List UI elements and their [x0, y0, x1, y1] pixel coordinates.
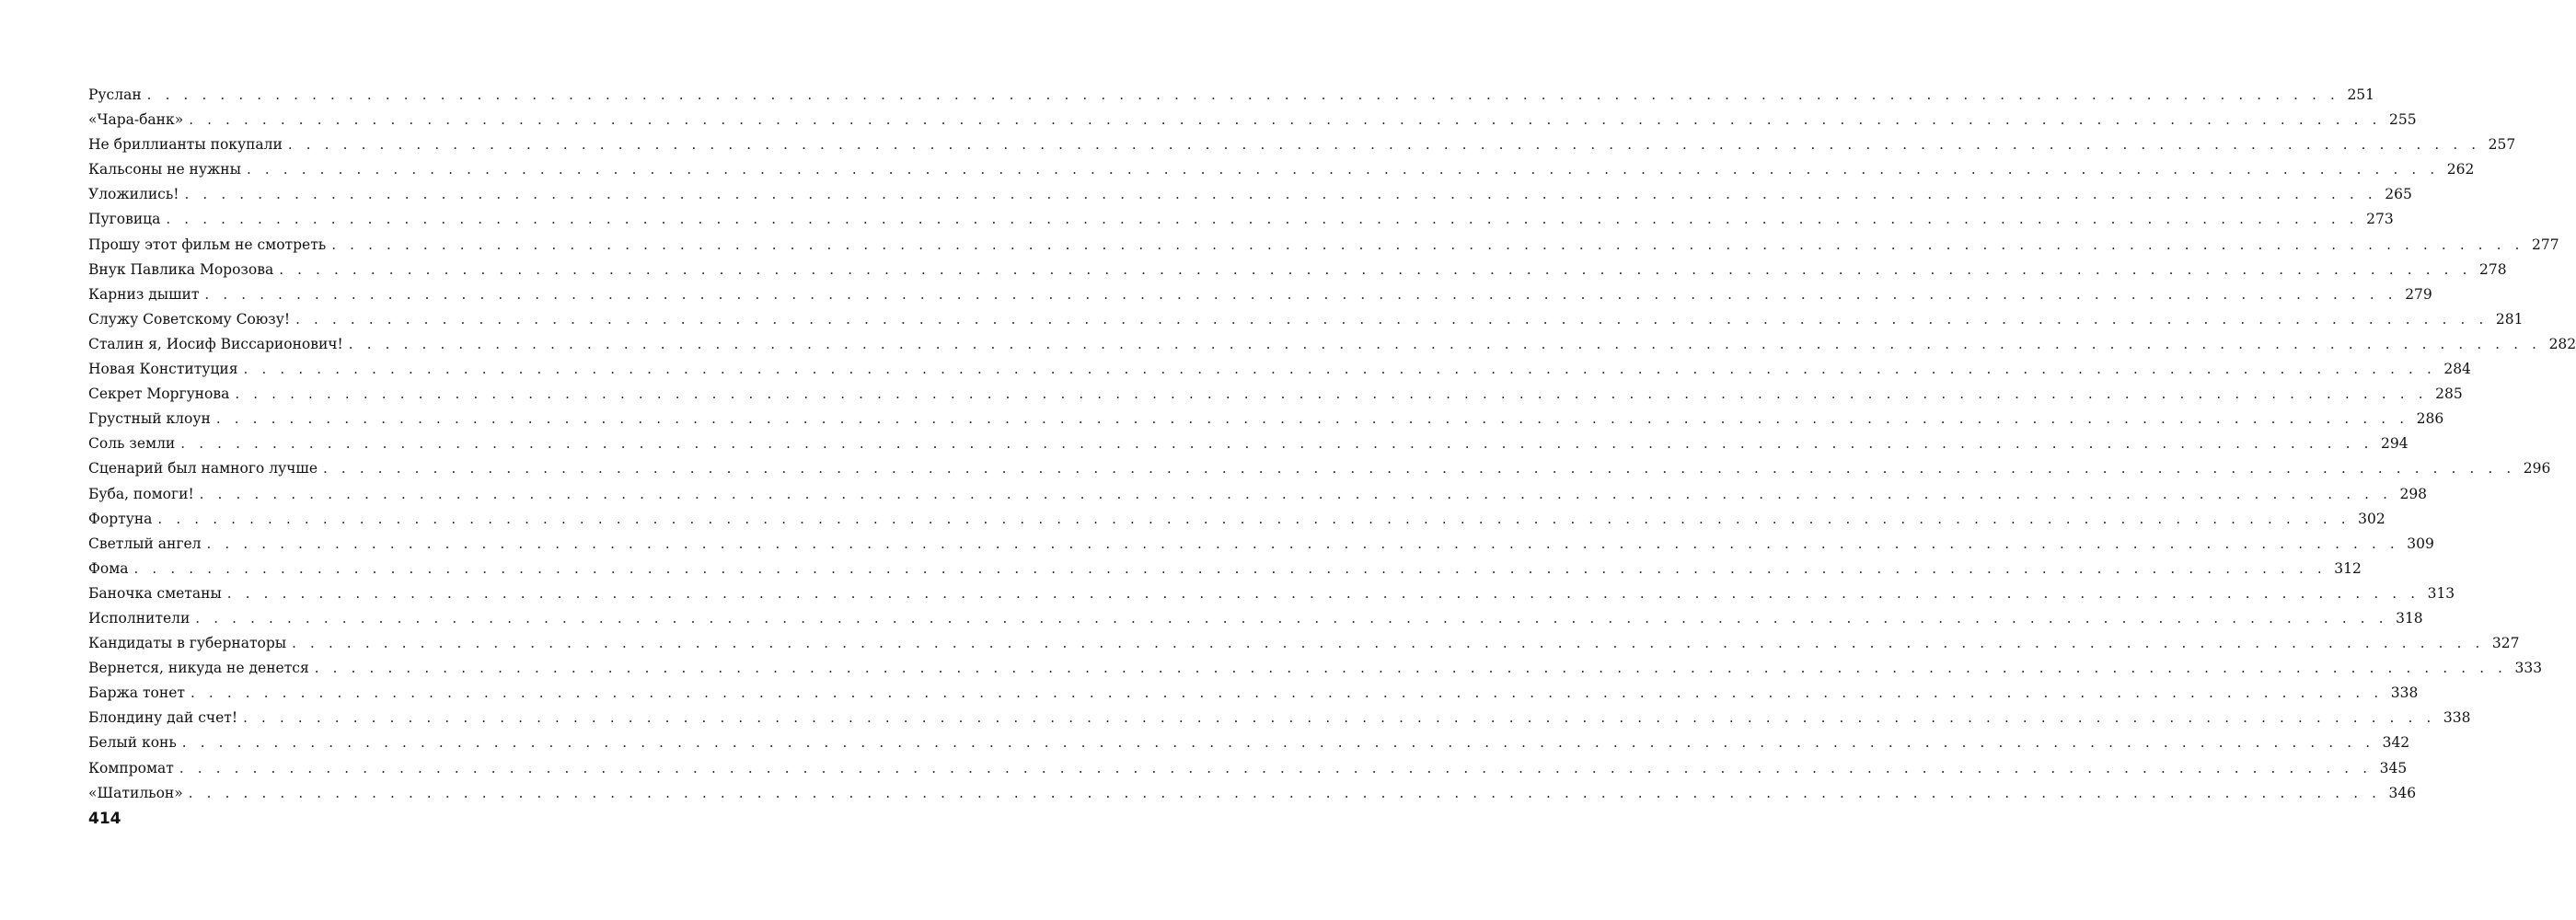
toc-entry-page: 281	[2495, 310, 2524, 328]
toc-entry	[88, 781, 2417, 806]
toc-entry-page: 318	[2396, 609, 2423, 627]
toc-entry-title: «Чара-банк»	[88, 111, 184, 129]
toc-entry-page: 257	[2488, 136, 2516, 154]
dot-leader: . . . . . . . . . . . . . . . . . . . . . . . . . . . . . . . . . . . . . . . . . . . . . . . . . . . . . . . . . . . . . . . . . . . . . . . . . . . . . . . . . . . . . . . . . . . . . . . . . . . . . . . . . . . . . . . . . . . . . . . .	[226, 584, 2420, 602]
dot-leader: . . . . . . . . . . . . . . . . . . . . . . . . . . . . . . . . . . . . . . . . . . . . . . . . . . . . . . . . . . . . . . . . . . . . . . . . . . . . . . . . . . . . . . . . . . . . . . . . . . . . . . . . . . . . . . . . . . . . . . . .	[292, 635, 2485, 652]
toc-entry-page: 309	[2407, 535, 2434, 552]
toc-entry-title: Белый конь	[88, 734, 177, 752]
toc-entry-page: 273	[2366, 211, 2394, 228]
toc-entry-title: Соль земли	[88, 435, 176, 453]
toc-entry	[88, 83, 2375, 108]
toc-entry	[88, 307, 2524, 332]
toc-entry-title: Не бриллианты покупали	[88, 136, 283, 154]
dot-leader: . . . . . . . . . . . . . . . . . . . . . . . . . . . . . . . . . . . . . . . . . . . . . . . . . . . . . . . . . . . . . . . . . . . . . . . . . . . . . . . . . . . . . . . . . . . . . . . . . . . . . . . . . . . . . . . . . . . . . . . .	[243, 361, 2436, 378]
toc-entry-title: Баночка сметаны	[88, 584, 222, 602]
dot-leader: . . . . . . . . . . . . . . . . . . . . . . . . . . . . . . . . . . . . . . . . . . . . . . . . . . . . . . . . . . . . . . . . . . . . . . . . . . . . . . . . . . . . . . . . . . . . . . . . . . . . . . . . . . . . . . . . . . . . . . . .	[243, 709, 2436, 727]
toc-entry	[88, 581, 2455, 606]
toc-entry-page: 278	[2478, 260, 2507, 278]
toc-entry	[88, 207, 2394, 232]
toc-entry	[88, 756, 2408, 781]
toc-entry	[88, 606, 2423, 631]
toc-entry-title: Руслан	[88, 86, 142, 103]
dot-leader: . . . . . . . . . . . . . . . . . . . . . . . . . . . . . . . . . . . . . . . . . . . . . . . . . . . . . . . . . . . . . . . . . . . . . . . . . . . . . . . . . . . . . . . . . . . . . . . . . . . . . . . . . . . . . . . . . . . . . . . .	[295, 310, 2489, 328]
dot-leader: . . . . . . . . . . . . . . . . . . . . . . . . . . . . . . . . . . . . . . . . . . . . . . . . . . . . . . . . . . . . . . . . . . . . . . . . . . . . . . . . . . . . . . . . . . . . . . . . . . . . . . . . . . . . . . . . . . . . . . . .	[204, 285, 2397, 303]
dot-leader: . . . . . . . . . . . . . . . . . . . . . . . . . . . . . . . . . . . . . . . . . . . . . . . . . . . . . . . . . . . . . . . . . . . . . . . . . . . . . . . . . . . . . . . . . . . . . . . . . . . . . . . . . . . . . . . . . . . . . . . .	[189, 111, 2382, 129]
toc-entry-title: Компромат	[88, 759, 174, 776]
toc-entry	[88, 357, 2471, 382]
toc-entry-title: Блондину дай счет!	[88, 709, 238, 727]
dot-leader: . . . . . . . . . . . . . . . . . . . . . . . . . . . . . . . . . . . . . . . . . . . . . . . . . . . . . . . . . . . . . . . . . . . . . . . . . . . . . . . . . . . . . . . . . . . . . . . . . . . . . . . . . . . . . . . . . . . . . . . .	[166, 211, 2359, 228]
toc-entry	[88, 730, 2410, 755]
toc-entry	[88, 182, 2412, 207]
dot-leader: . . . . . . . . . . . . . . . . . . . . . . . . . . . . . . . . . . . . . . . . . . . . . . . . . . . . . . . . . . . . . . . . . . . . . . . . . . . . . . . . . . . . . . . . . . . . . . . . . . . . . . . . . . . . . . . . . . . . . . . .	[331, 236, 2524, 253]
toc-entry-page: 345	[2379, 759, 2408, 776]
dot-leader: . . . . . . . . . . . . . . . . . . . . . . . . . . . . . . . . . . . . . . . . . . . . . . . . . . . . . . . . . . . . . . . . . . . . . . . . . . . . . . . . . . . . . . . . . . . . . . . . . . . . . . . . . . . . . . . . . . . . . . . .	[179, 759, 2373, 776]
dot-leader: . . . . . . . . . . . . . . . . . . . . . . . . . . . . . . . . . . . . . . . . . . . . . . . . . . . . . . . . . . . . . . . . . . . . . . . . . . . . . . . . . . . . . . . . . . . . . . . . . . . . . . . . . . . . . . . . . . . . . . . .	[323, 460, 2516, 477]
toc-entry-title: Секрет Моргунова	[88, 385, 230, 403]
toc-entry-page: 284	[2443, 361, 2471, 378]
toc-entry-title: Сталин я, Иосиф Виссарионович!	[88, 335, 343, 352]
toc-entry-page: 312	[2334, 559, 2362, 577]
toc-entry-page: 255	[2388, 111, 2417, 129]
dot-leader: . . . . . . . . . . . . . . . . . . . . . . . . . . . . . . . . . . . . . . . . . . . . . . . . . . . . . . . . . . . . . . . . . . . . . . . . . . . . . . . . . . . . . . . . . . . . . . . . . . . . . . . . . . . . . . . . . . . . . . . .	[235, 385, 2428, 403]
dot-leader: . . . . . . . . . . . . . . . . . . . . . . . . . . . . . . . . . . . . . . . . . . . . . . . . . . . . . . . . . . . . . . . . . . . . . . . . . . . . . . . . . . . . . . . . . . . . . . . . . . . . . . . . . . . . . . . . . . . . . . . .	[188, 784, 2382, 801]
toc-entry	[88, 706, 2471, 730]
toc-entry	[88, 407, 2444, 431]
dot-leader: . . . . . . . . . . . . . . . . . . . . . . . . . . . . . . . . . . . . . . . . . . . . . . . . . . . . . . . . . . . . . . . . . . . . . . . . . . . . . . . . . . . . . . . . . . . . . . . . . . . . . . . . . . . . . . . . . . . . . . . .	[184, 186, 2377, 203]
dot-leader: . . . . . . . . . . . . . . . . . . . . . . . . . . . . . . . . . . . . . . . . . . . . . . . . . . . . . . . . . . . . . . . . . . . . . . . . . . . . . . . . . . . . . . . . . . . . . . . . . . . . . . . . . . . . . . . . . . . . . . . .	[190, 684, 2384, 702]
toc-entry-page: 298	[2399, 485, 2428, 502]
dot-leader: . . . . . . . . . . . . . . . . . . . . . . . . . . . . . . . . . . . . . . . . . . . . . . . . . . . . . . . . . . . . . . . . . . . . . . . . . . . . . . . . . . . . . . . . . . . . . . . . . . . . . . . . . . . . . . . . . . . . . . . .	[279, 260, 2472, 278]
toc-entry	[88, 233, 2559, 258]
toc-entry-title: Фома	[88, 559, 129, 577]
toc-entry-title: Исполнители	[88, 609, 191, 627]
toc-entry-title: Грустный клоун	[88, 410, 211, 428]
toc-entry-page: 342	[2382, 734, 2410, 752]
toc-entry-title: «Шатильон»	[88, 784, 183, 801]
toc-entry-page: 302	[2358, 510, 2385, 527]
toc-entry-page: 277	[2532, 236, 2559, 253]
toc-entry-page: 333	[2514, 660, 2543, 677]
dot-leader: . . . . . . . . . . . . . . . . . . . . . . . . . . . . . . . . . . . . . . . . . . . . . . . . . . . . . . . . . . . . . . . . . . . . . . . . . . . . . . . . . . . . . . . . . . . . . . . . . . . . . . . . . . . . . . . . . . . . . . . .	[181, 734, 2375, 752]
toc-entry-title: Вернется, никуда не денется	[88, 660, 309, 677]
toc-entry-page: 279	[2405, 285, 2432, 303]
toc-entry-page: 338	[2390, 684, 2419, 702]
toc-entry-page: 296	[2523, 460, 2551, 477]
dot-leader: . . . . . . . . . . . . . . . . . . . . . . . . . . . . . . . . . . . . . . . . . . . . . . . . . . . . . . . . . . . . . . . . . . . . . . . . . . . . . . . . . . . . . . . . . . . . . . . . . . . . . . . . . . . . . . . . . . . . . . . .	[246, 161, 2440, 178]
dot-leader: . . . . . . . . . . . . . . . . . . . . . . . . . . . . . . . . . . . . . . . . . . . . . . . . . . . . . . . . . . . . . . . . . . . . . . . . . . . . . . . . . . . . . . . . . . . . . . . . . . . . . . . . . . . . . . . . . . . . . . . .	[314, 660, 2508, 677]
toc-entry-page: 265	[2385, 186, 2412, 203]
toc-entry	[88, 258, 2507, 282]
toc-entry-page: 262	[2446, 161, 2475, 178]
toc-entry-title: Пуговица	[88, 211, 161, 228]
toc-entry	[88, 431, 2409, 456]
toc-entry-page: 251	[2347, 86, 2375, 103]
dot-leader: . . . . . . . . . . . . . . . . . . . . . . . . . . . . . . . . . . . . . . . . . . . . . . . . . . . . . . . . . . . . . . . . . . . . . . . . . . . . . . . . . . . . . . . . . . . . . . . . . . . . . . . . . . . . . . . . . . . . . . . .	[195, 609, 2388, 627]
toc-entry-title: Внук Павлика Морозова	[88, 260, 274, 278]
toc-entry-title: Кальсоны не нужны	[88, 161, 241, 178]
dot-leader: . . . . . . . . . . . . . . . . . . . . . . . . . . . . . . . . . . . . . . . . . . . . . . . . . . . . . . . . . . . . . . . . . . . . . . . . . . . . . . . . . . . . . . . . . . . . . . . . . . . . . . . . . . . . . . . . . . . . . . . .	[180, 435, 2374, 453]
toc-entry-title: Буба, помоги!	[88, 485, 194, 502]
toc-entry-title: Новая Конституция	[88, 361, 238, 378]
toc-entry-page: 327	[2491, 635, 2520, 652]
toc-entry	[88, 108, 2417, 132]
toc-entry-title: Фортуна	[88, 510, 153, 527]
toc-entry	[88, 631, 2520, 656]
toc-entry-page: 338	[2443, 709, 2471, 727]
toc-entry	[88, 456, 2551, 481]
dot-leader: . . . . . . . . . . . . . . . . . . . . . . . . . . . . . . . . . . . . . . . . . . . . . . . . . . . . . . . . . . . . . . . . . . . . . . . . . . . . . . . . . . . . . . . . . . . . . . . . . . . . . . . . . . . . . . . . . . . . . . . .	[206, 535, 2399, 552]
toc-entry-title: Сценарий был намного лучше	[88, 460, 318, 477]
toc-entry-title: Светлый ангел	[88, 535, 202, 552]
toc-entry-page: 313	[2427, 584, 2455, 602]
toc-entry	[88, 681, 2419, 706]
toc-entry-page: 346	[2388, 784, 2417, 801]
toc-entry	[88, 132, 2516, 157]
table-of-contents	[88, 83, 2576, 806]
toc-entry	[88, 557, 2362, 581]
dot-leader: . . . . . . . . . . . . . . . . . . . . . . . . . . . . . . . . . . . . . . . . . . . . . . . . . . . . . . . . . . . . . . . . . . . . . . . . . . . . . . . . . . . . . . . . . . . . . . . . . . . . . . . . . . . . . . . . . . . . . . . .	[133, 559, 2327, 577]
toc-entry-title: Карниз дышит	[88, 285, 200, 303]
toc-entry	[88, 332, 2576, 357]
toc-entry-page: 285	[2435, 385, 2463, 403]
page-number: 414	[88, 810, 121, 828]
toc-entry-page: 286	[2416, 410, 2444, 428]
dot-leader: . . . . . . . . . . . . . . . . . . . . . . . . . . . . . . . . . . . . . . . . . . . . . . . . . . . . . . . . . . . . . . . . . . . . . . . . . . . . . . . . . . . . . . . . . . . . . . . . . . . . . . . . . . . . . . . . . . . . . . . .	[199, 485, 2393, 502]
toc-entry	[88, 656, 2543, 681]
toc-entry	[88, 282, 2432, 307]
toc-entry-title: Баржа тонет	[88, 684, 185, 702]
toc-entry	[88, 382, 2463, 407]
dot-leader: . . . . . . . . . . . . . . . . . . . . . . . . . . . . . . . . . . . . . . . . . . . . . . . . . . . . . . . . . . . . . . . . . . . . . . . . . . . . . . . . . . . . . . . . . . . . . . . . . . . . . . . . . . . . . . . . . . . . . . . .	[348, 335, 2542, 352]
toc-entry-title: Служу Советскому Союзу!	[88, 310, 291, 328]
toc-entry	[88, 157, 2475, 182]
toc-entry-title: Кандидаты в губернаторы	[88, 635, 287, 652]
toc-entry	[88, 507, 2385, 532]
toc-entry	[88, 482, 2428, 507]
toc-entry-title: Уложились!	[88, 186, 179, 203]
toc-entry-page: 282	[2548, 335, 2576, 352]
dot-leader: . . . . . . . . . . . . . . . . . . . . . . . . . . . . . . . . . . . . . . . . . . . . . . . . . . . . . . . . . . . . . . . . . . . . . . . . . . . . . . . . . . . . . . . . . . . . . . . . . . . . . . . . . . . . . . . . . . . . . . . .	[215, 410, 2409, 428]
toc-entry-page: 294	[2381, 435, 2409, 453]
dot-leader: . . . . . . . . . . . . . . . . . . . . . . . . . . . . . . . . . . . . . . . . . . . . . . . . . . . . . . . . . . . . . . . . . . . . . . . . . . . . . . . . . . . . . . . . . . . . . . . . . . . . . . . . . . . . . . . . . . . . . . . .	[287, 136, 2481, 154]
toc-entry	[88, 532, 2434, 557]
toc-entry-title: Прошу этот фильм не смотреть	[88, 236, 327, 253]
dot-leader: . . . . . . . . . . . . . . . . . . . . . . . . . . . . . . . . . . . . . . . . . . . . . . . . . . . . . . . . . . . . . . . . . . . . . . . . . . . . . . . . . . . . . . . . . . . . . . . . . . . . . . . . . . . . . . . . . . . . . . . .	[146, 86, 2340, 103]
dot-leader: . . . . . . . . . . . . . . . . . . . . . . . . . . . . . . . . . . . . . . . . . . . . . . . . . . . . . . . . . . . . . . . . . . . . . . . . . . . . . . . . . . . . . . . . . . . . . . . . . . . . . . . . . . . . . . . . . . . . . . . .	[157, 510, 2351, 527]
